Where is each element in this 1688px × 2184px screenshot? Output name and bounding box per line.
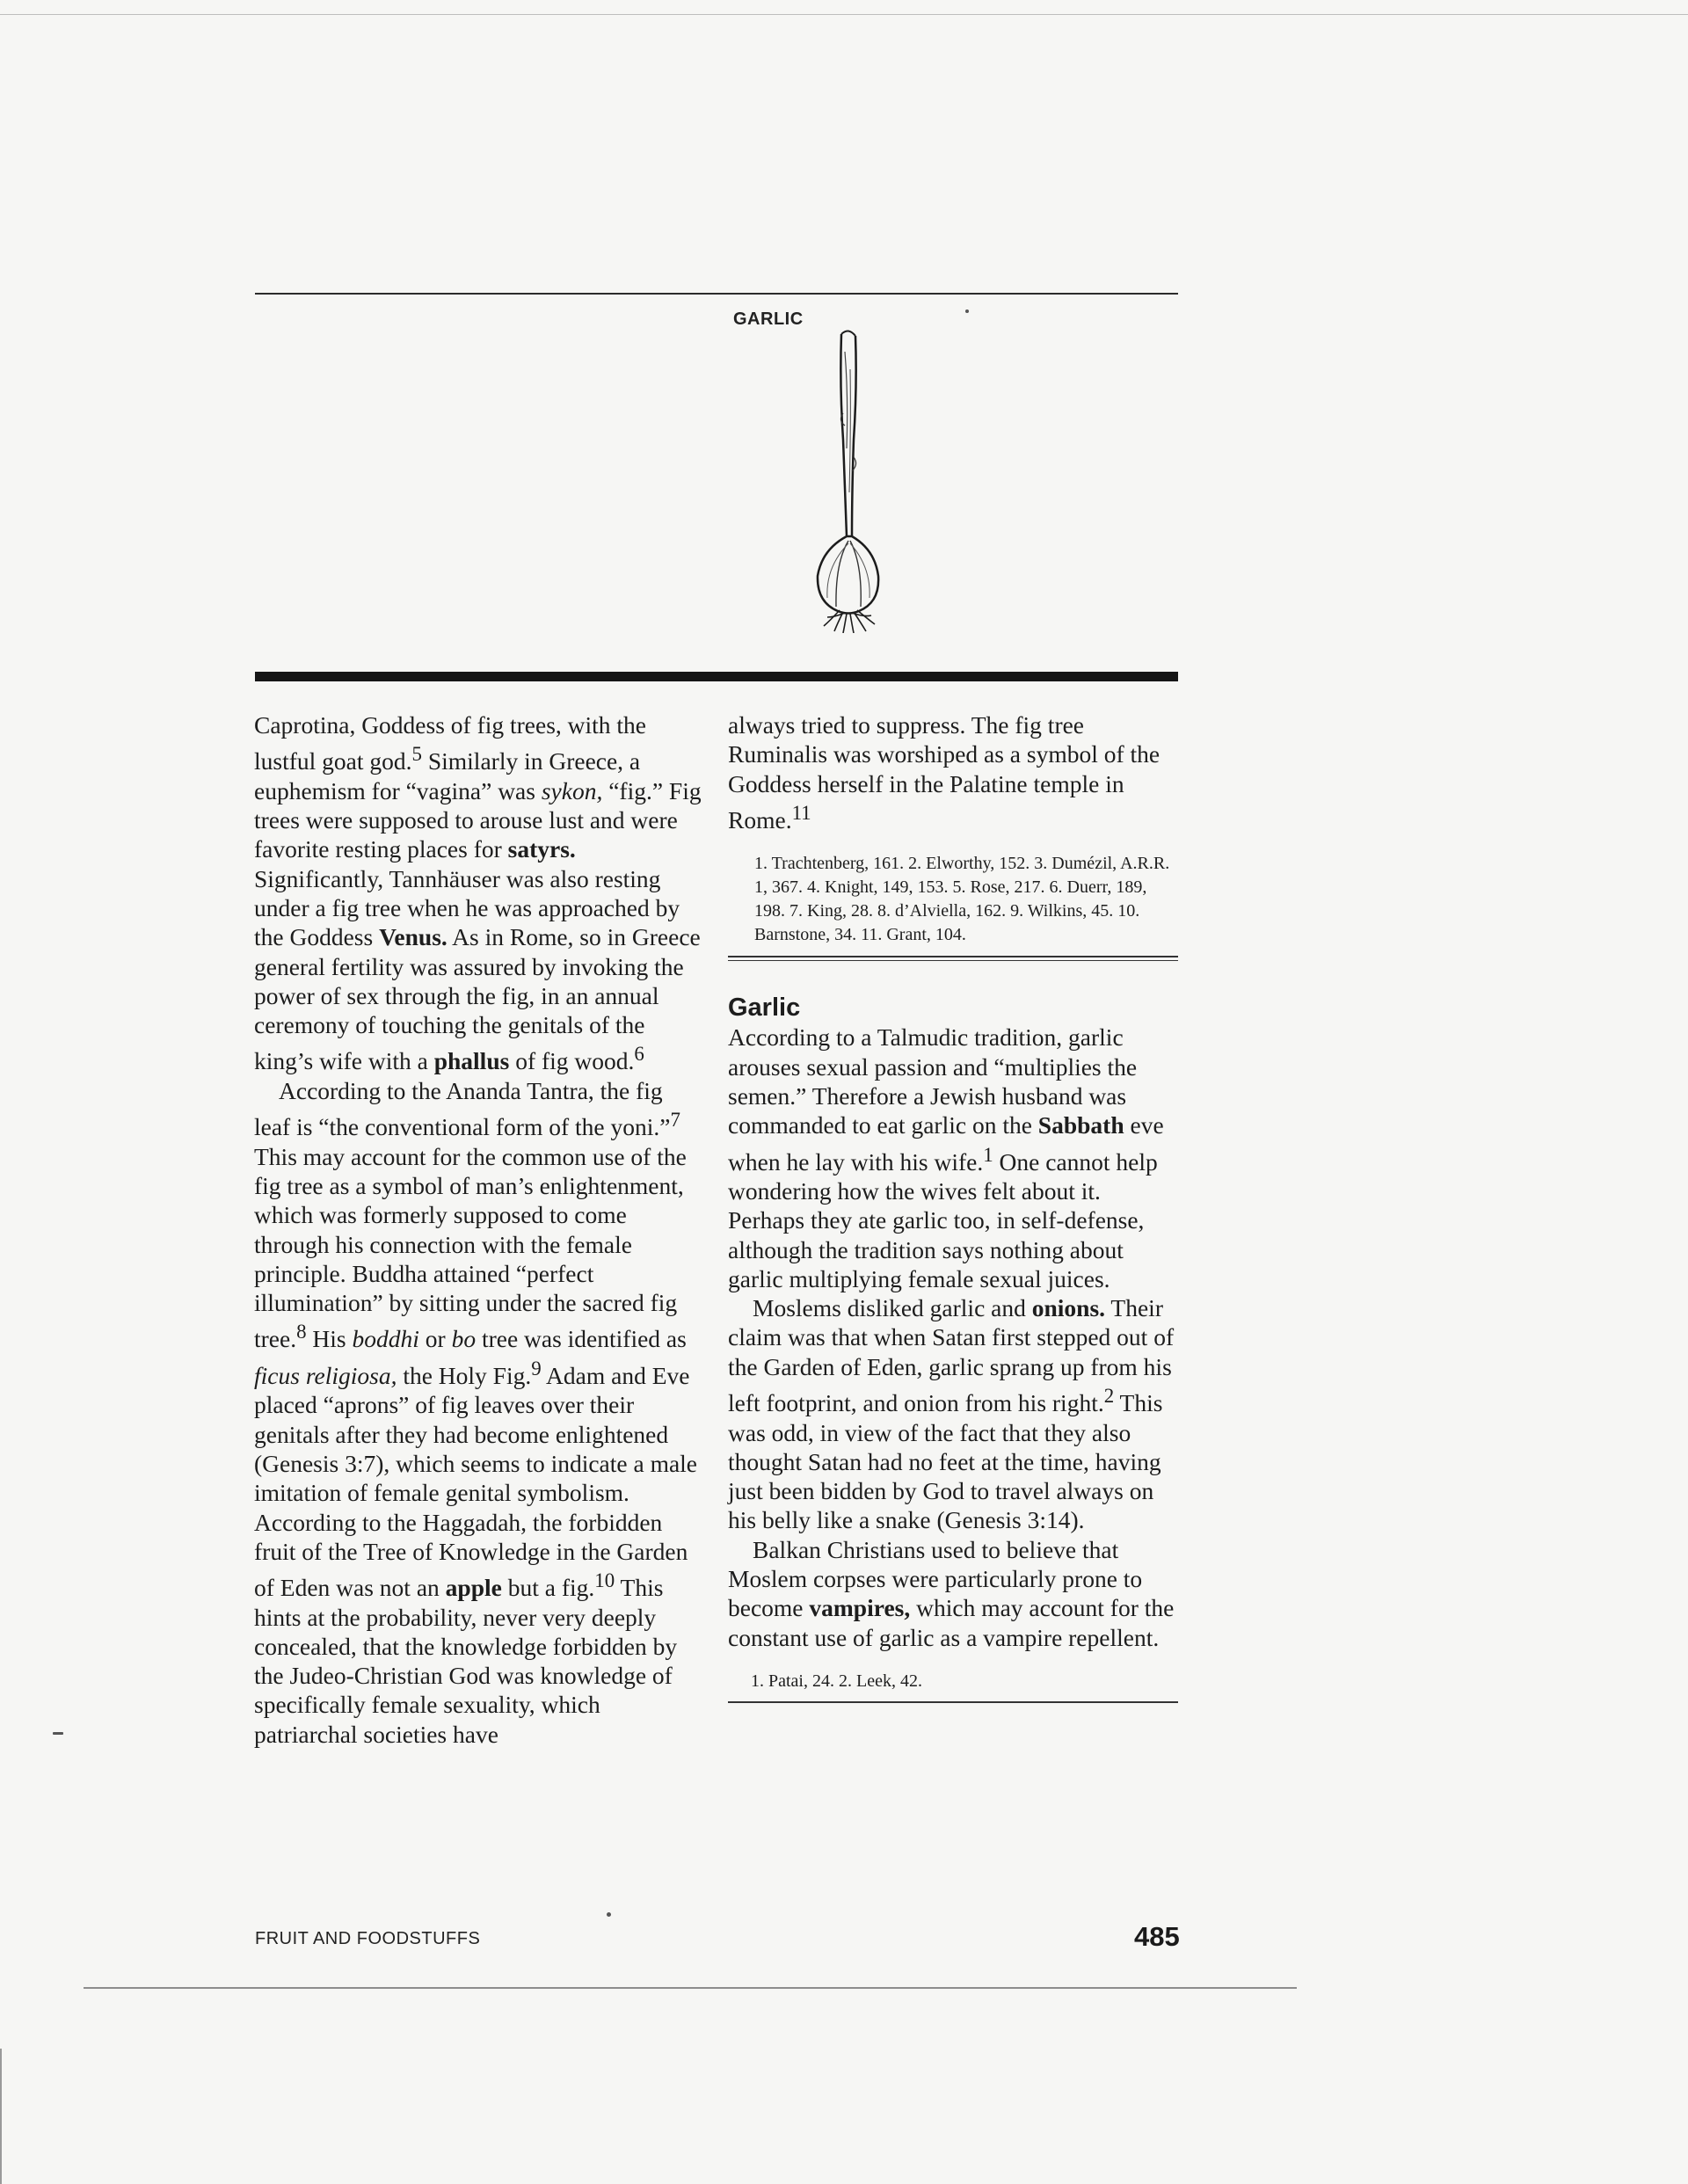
scan-edge-bottom xyxy=(84,1987,1297,1989)
footnote-ref: 1 xyxy=(983,1143,993,1166)
scan-speck xyxy=(965,309,969,313)
term-boddhi: boddhi xyxy=(352,1325,419,1353)
paragraph-fig-ruminalis: always tried to suppress. The fig tree Ruminalis was worshiped as a symbol of the Goddess herself in the Palatine temple in Rome.$^{11}$ xyxy=(728,711,1160,834)
footnote-ref: 2 xyxy=(1103,1385,1115,1408)
cross-ref-onions[interactable]: onions. xyxy=(1031,1294,1106,1322)
scan-edge-left xyxy=(0,2049,2,2184)
paragraph-fig-greece: Caprotina, Goddess of fig trees, with the lustful goat god.$^5$ Similarly in Greece, a euphemism for “vagina” was sykon, “fig.” Fig trees were supposed to arouse lust and were favorite resting places for satyrs. Significantly, Tannhäuser was also resting under a fig tree when he was approached by the Goddess Venus. As in Rome, so in Greece general fertility was assured by invoking the power of sex through the fig, in an annual ceremony of touching the genitals of the king’s wife with a phallus of fig wood.$^6$ xyxy=(254,711,702,1075)
notes-rule xyxy=(728,956,1178,957)
footnote-ref: 9 xyxy=(531,1357,542,1380)
cross-ref-venus[interactable]: Venus. xyxy=(379,923,447,951)
fig-notes: 1. Trachtenberg, 161. 2. Elworthy, 152. 3. Dumézil, A.R.R. 1, 367. 4. Knight, 149, 153. 5. Rose, 217. 6. Duerr, 189, 198. 7. King, 28. 8. d’Alviella, 162. 9. Wilkins, 45. 10. Barnstone, 34. 11. Grant, 104. xyxy=(754,854,1170,945)
cross-ref-sabbath[interactable]: Sabbath xyxy=(1037,1111,1124,1139)
garlic-notes-rule xyxy=(728,1701,1178,1703)
term-ficus: ficus religiosa, xyxy=(254,1362,397,1390)
notes-rule xyxy=(728,960,1178,961)
heavy-rule xyxy=(255,672,1178,681)
footer-section-title: FRUIT AND FOODSTUFFS xyxy=(255,1929,481,1948)
running-head: GARLIC xyxy=(733,309,804,329)
footnote-ref: 11 xyxy=(791,801,811,824)
footnote-ref: 7 xyxy=(670,1109,680,1132)
left-column xyxy=(254,710,704,1749)
garlic-illustration-icon xyxy=(787,317,919,633)
cross-ref-satyrs[interactable]: satyrs. xyxy=(507,835,576,863)
cross-ref-phallus[interactable]: phallus xyxy=(433,1047,510,1075)
paragraph-ananda-tantra: According to the Ananda Tantra, the fig leaf is “the conventional form of the yoni.”$^7$ This may account for the common use of the fig tree as a symbol of man’s enlightenment, which was formerly supposed to come through his connection with the female principle. Buddha attained “perfect illumination” by sitting under the sacred fig tree.$^8$ His boddhi or bo tree was identified as ficus religiosa, the Holy Fig.$^9$ Adam and Eve placed “aprons” of fig leaves over their genitals after they had become enlightened (Genesis 3:7), which seems to indicate a male imitation of female genital symbolism. According to the Haggadah, the forbidden fruit of the Tree of Knowledge in the Garden of Eden was not an apple but a fig.$^{10}$ This hints at the probability, never very deeply concealed, that the knowledge forbidden by the Judeo-Christian God was knowledge of specifically female sexuality, which patriarchal societies have xyxy=(254,1076,698,1748)
right-column xyxy=(728,710,1178,1703)
scan-speck xyxy=(607,1912,611,1917)
garlic-notes: 1. Patai, 24. 2. Leek, 42. xyxy=(751,1671,922,1691)
term-bo: bo xyxy=(451,1325,477,1353)
scan-edge-top xyxy=(0,14,1688,15)
scan-speck xyxy=(53,1732,63,1735)
footnote-ref: 6 xyxy=(634,1043,644,1066)
cross-ref-apple[interactable]: apple xyxy=(445,1574,502,1602)
paragraph-moslems: Moslems disliked garlic and onions. Their claim was that when Satan first stepped out of the Garden of Eden, garlic sprang up from his left footprint, and onion from his right.$^2$ This was odd, in view of the fact that they also thought Satan had no feet at the time, having just been bidden by God to travel always on his belly like a snake (Genesis 3:14). xyxy=(728,1294,1175,1534)
footnote-ref: 10 xyxy=(594,1569,615,1592)
term-sykon: sykon, xyxy=(541,776,603,804)
page-number: 485 xyxy=(1134,1921,1180,1952)
page-head-rule xyxy=(255,293,1178,295)
paragraph-balkan: Balkan Christians used to believe that Moslem corpses were particularly prone to become vampires, which may account for the constant use of garlic as a vampire repellent. xyxy=(728,1535,1175,1651)
footnote-ref: 5 xyxy=(411,743,422,766)
footnote-ref: 8 xyxy=(296,1321,307,1343)
section-heading-garlic: Garlic xyxy=(728,994,801,1023)
cross-ref-vampires[interactable]: vampires, xyxy=(809,1594,911,1622)
paragraph-talmudic: According to a Talmudic tradition, garlic arouses sexual passion and “multiplies the semen.” Therefore a Jewish husband was commanded to eat garlic on the Sabbath eve when he lay with his wife.$^1$ One cannot help wondering how the wives felt about it. Perhaps they ate garlic too, in self-defense, although the tradition says nothing about garlic multiplying female sexual juices. xyxy=(728,1023,1164,1292)
